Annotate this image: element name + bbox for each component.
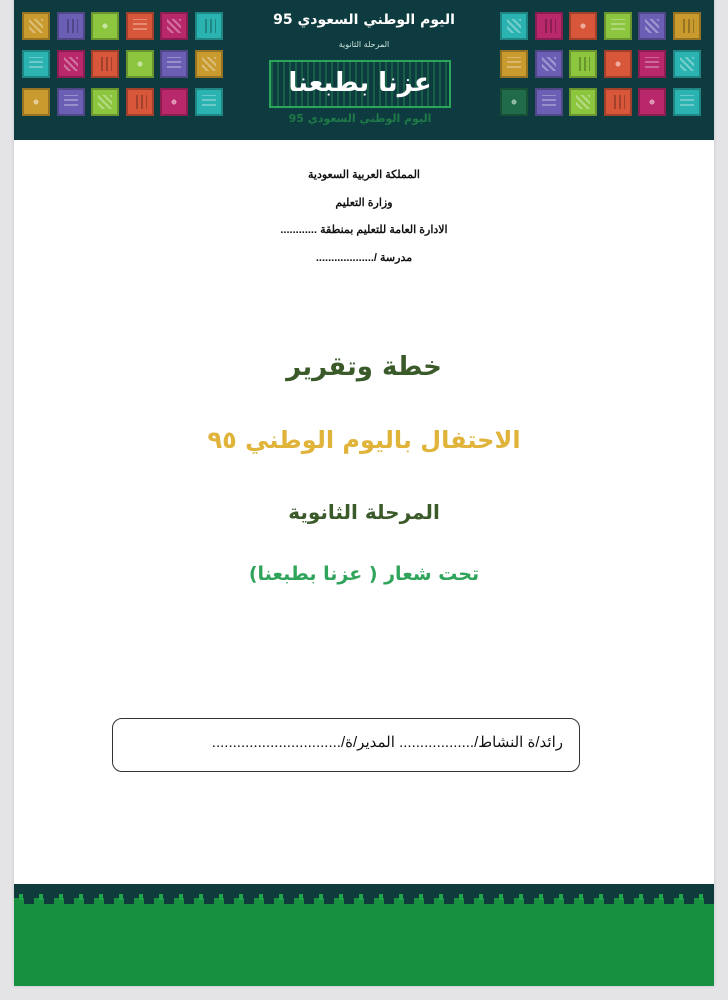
pattern-tile-motif <box>29 19 43 33</box>
pattern-tile <box>126 88 154 116</box>
pattern-tile-motif <box>98 19 112 33</box>
pattern-tile <box>126 50 154 78</box>
pattern-tile-motif <box>133 95 147 109</box>
footer-stitch-pattern <box>14 898 714 912</box>
pattern-tile-motif <box>611 95 625 109</box>
pattern-tile <box>535 50 563 78</box>
pattern-tile-motif <box>98 95 112 109</box>
national-day-logo <box>269 60 451 108</box>
pattern-tile-motif <box>202 57 216 71</box>
pattern-tile <box>569 88 597 116</box>
pattern-tile-motif <box>542 57 556 71</box>
plan-title: خطة وتقرير <box>286 352 442 382</box>
pattern-tile <box>673 88 701 116</box>
pattern-tile <box>535 88 563 116</box>
pattern-tile-motif <box>680 57 694 71</box>
pattern-tile <box>673 50 701 78</box>
pattern-tile-motif <box>29 57 43 71</box>
pattern-tile <box>160 88 188 116</box>
pattern-tile-motif <box>133 57 147 71</box>
department-line: الادارة العامة للتعليم بمنطقة ............ <box>280 224 448 236</box>
signature-line: رائد/ة النشاط/.................. المدير/ة/............................... <box>211 734 563 751</box>
banner-title: اليوم الوطني السعودي 95 <box>273 12 455 28</box>
pattern-tile <box>604 88 632 116</box>
pattern-tile <box>500 88 528 116</box>
pattern-tile-motif <box>645 57 659 71</box>
pattern-tile <box>500 12 528 40</box>
pattern-tile-motif <box>576 57 590 71</box>
pattern-tile <box>569 50 597 78</box>
pattern-tile <box>195 88 223 116</box>
logo-text: عزنا بطبعنا <box>288 68 432 98</box>
ministry-line: وزارة التعليم <box>335 197 393 209</box>
footer-stitch-pattern-2 <box>19 894 714 900</box>
pattern-tile <box>673 12 701 40</box>
header-banner <box>14 0 714 140</box>
document-page <box>14 0 714 986</box>
pattern-tile-motif <box>507 57 521 71</box>
pattern-tile <box>91 50 119 78</box>
pattern-tile-motif <box>64 57 78 71</box>
pattern-tile <box>22 88 50 116</box>
pattern-tile <box>604 50 632 78</box>
pattern-tile <box>195 50 223 78</box>
pattern-tile-motif <box>542 95 556 109</box>
pattern-tile <box>569 12 597 40</box>
pattern-tile-motif <box>167 19 181 33</box>
pattern-tile-motif <box>507 95 521 109</box>
pattern-tile <box>91 88 119 116</box>
pattern-tile-motif <box>645 19 659 33</box>
pattern-tile <box>91 12 119 40</box>
pattern-tile-motif <box>29 95 43 109</box>
kingdom-line: المملكة العربية السعودية <box>308 169 420 181</box>
footer-green-strip <box>14 904 714 986</box>
pattern-tile-motif <box>645 95 659 109</box>
pattern-tile-motif <box>576 95 590 109</box>
banner-subtitle: المرحلة الثانوية <box>338 40 390 49</box>
pattern-tile-motif <box>680 95 694 109</box>
pattern-tile-motif <box>680 19 694 33</box>
pattern-tile-motif <box>133 19 147 33</box>
pattern-tile-motif <box>64 95 78 109</box>
pattern-tile-motif <box>611 19 625 33</box>
stage-title: المرحلة الثانوية <box>288 500 440 524</box>
pattern-tile <box>126 12 154 40</box>
school-line: مدرسة /................... <box>315 252 413 264</box>
pattern-tile-motif <box>202 19 216 33</box>
banner-center <box>249 0 479 140</box>
pattern-tile-motif <box>167 95 181 109</box>
pattern-tile-motif <box>167 57 181 71</box>
pattern-tile-motif <box>98 57 112 71</box>
pattern-tile-motif <box>64 19 78 33</box>
pattern-tile-motif <box>542 19 556 33</box>
pattern-tile <box>535 12 563 40</box>
pattern-tile <box>160 50 188 78</box>
pattern-tile <box>57 88 85 116</box>
logo-caption: اليوم الوطني السعودي 95 <box>288 112 432 125</box>
slogan-title: تحت شعار ( عزنا بطبعنا) <box>248 563 480 585</box>
pattern-tile <box>638 88 666 116</box>
pattern-tile-motif <box>611 57 625 71</box>
footer-band <box>14 884 714 986</box>
celebration-title: الاحتفال باليوم الوطني ٩٥ <box>207 426 521 454</box>
pattern-tile <box>160 12 188 40</box>
pattern-tile <box>57 12 85 40</box>
pattern-tile <box>57 50 85 78</box>
pattern-tile <box>604 12 632 40</box>
pattern-tile-motif <box>576 19 590 33</box>
pattern-tile-motif <box>202 95 216 109</box>
pattern-tile <box>638 50 666 78</box>
pattern-tile-motif <box>507 19 521 33</box>
pattern-tile <box>22 50 50 78</box>
pattern-tile <box>638 12 666 40</box>
pattern-tile <box>22 12 50 40</box>
pattern-tile <box>195 12 223 40</box>
pattern-tile <box>500 50 528 78</box>
signature-box <box>112 718 580 772</box>
